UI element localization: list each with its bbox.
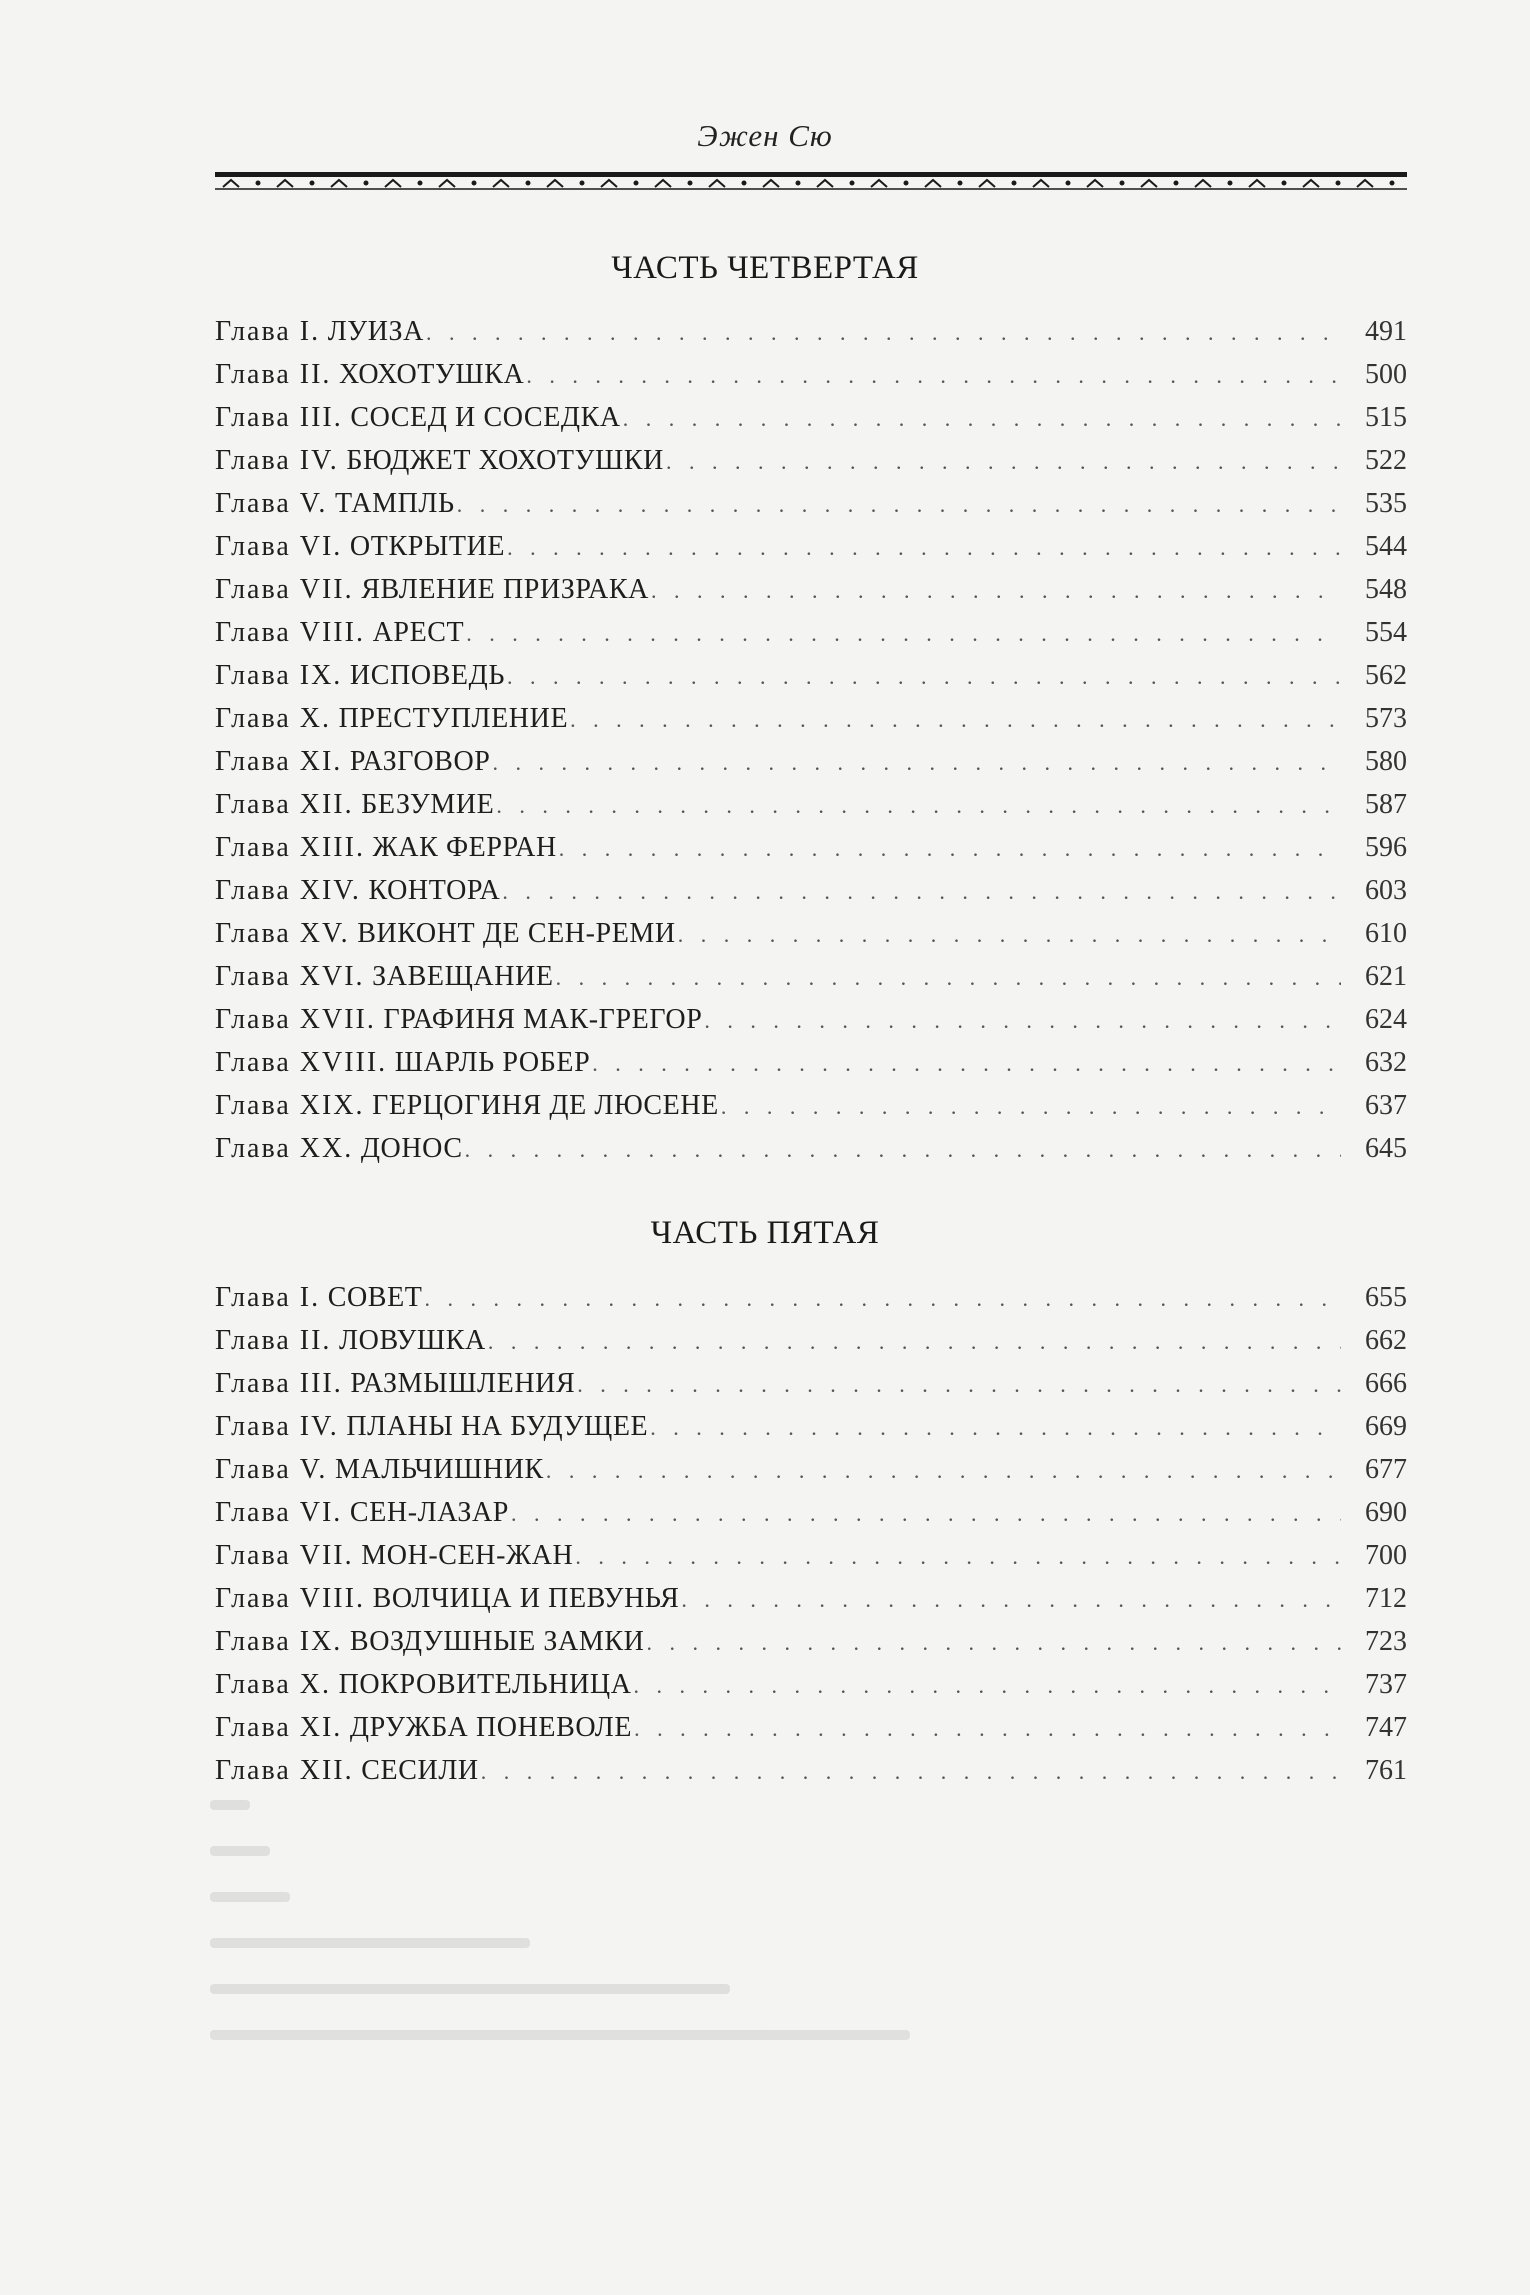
toc-entry bbox=[215, 482, 1407, 525]
page-number: 544 bbox=[1365, 531, 1407, 562]
chapter-number: Глава I. bbox=[215, 1282, 321, 1313]
chapter-title: СЕН-ЛАЗАР bbox=[349, 1497, 509, 1528]
page-number: 700 bbox=[1365, 1540, 1407, 1571]
chapter-number: Глава II. bbox=[215, 1325, 332, 1356]
dot-leader bbox=[634, 1707, 1341, 1750]
chapter-label bbox=[215, 955, 554, 998]
part-five-contents bbox=[215, 1276, 1407, 1792]
page-number: 655 bbox=[1365, 1282, 1407, 1313]
chapter-title: ГЕРЦОГИНЯ ДЕ ЛЮСЕНЕ bbox=[372, 1090, 719, 1121]
chapter-number: Глава V. bbox=[215, 488, 328, 519]
toc-entry bbox=[215, 1663, 1407, 1706]
dot-leader bbox=[466, 612, 1341, 655]
page-number: 637 bbox=[1365, 1090, 1407, 1121]
chapter-title: КОНТОРА bbox=[368, 875, 501, 906]
chapter-label bbox=[215, 1127, 463, 1170]
dot-leader bbox=[457, 483, 1341, 526]
page-number: 603 bbox=[1365, 875, 1407, 906]
dot-leader bbox=[507, 526, 1341, 569]
chapter-label bbox=[215, 482, 455, 525]
dot-leader bbox=[546, 1449, 1341, 1492]
running-head: Эжен Сю bbox=[697, 118, 833, 153]
dot-leader bbox=[511, 1492, 1341, 1535]
page-number: 624 bbox=[1365, 1004, 1407, 1035]
chapter-title: ЗАВЕЩАНИЕ bbox=[372, 961, 554, 992]
dot-leader bbox=[481, 1750, 1341, 1793]
chapter-number: Глава XVI. bbox=[215, 961, 365, 992]
toc-entry bbox=[215, 912, 1407, 955]
page-number: 554 bbox=[1365, 617, 1407, 648]
chapter-title: ТАМПЛЬ bbox=[334, 488, 455, 519]
chapter-number: Глава IV. bbox=[215, 1411, 339, 1442]
chapter-label bbox=[215, 353, 524, 396]
chapter-number: Глава I. bbox=[215, 316, 321, 347]
page-number: 666 bbox=[1365, 1368, 1407, 1399]
dot-leader bbox=[623, 397, 1341, 440]
chapter-label bbox=[215, 568, 649, 611]
chapter-label bbox=[215, 912, 676, 955]
toc-entry bbox=[215, 1405, 1407, 1448]
chapter-number: Глава VII. bbox=[215, 574, 354, 605]
toc-entry bbox=[215, 396, 1407, 439]
part-four-title: ЧАСТЬ ЧЕТВЕРТАЯ bbox=[611, 250, 919, 286]
chapter-label bbox=[215, 1620, 644, 1663]
toc-entry bbox=[215, 1706, 1407, 1749]
chapter-number: Глава V. bbox=[215, 1454, 328, 1485]
page-number: 596 bbox=[1365, 832, 1407, 863]
dot-leader bbox=[721, 1085, 1341, 1128]
chapter-title: БЮДЖЕТ ХОХОТУШКИ bbox=[346, 445, 664, 476]
chapter-number: Глава XIV. bbox=[215, 875, 361, 906]
chapter-label bbox=[215, 1491, 509, 1534]
chapter-title: ЯВЛЕНИЕ ПРИЗРАКА bbox=[361, 574, 649, 605]
toc-entry bbox=[215, 1620, 1407, 1663]
toc-entry bbox=[215, 568, 1407, 611]
toc-entry bbox=[215, 869, 1407, 912]
dot-leader bbox=[646, 1621, 1341, 1664]
chapter-title: БЕЗУМИЕ bbox=[361, 789, 495, 820]
chapter-label bbox=[215, 1362, 575, 1405]
toc-entry bbox=[215, 783, 1407, 826]
chapter-title: МАЛЬЧИШНИК bbox=[334, 1454, 544, 1485]
page-number: 491 bbox=[1365, 316, 1407, 347]
dot-leader bbox=[577, 1363, 1341, 1406]
dot-leader bbox=[666, 440, 1341, 483]
page-number: 562 bbox=[1365, 660, 1407, 691]
page-number: 645 bbox=[1365, 1133, 1407, 1164]
chapter-number: Глава IX. bbox=[215, 660, 343, 691]
dot-leader bbox=[465, 1128, 1341, 1171]
chapter-label bbox=[215, 310, 424, 353]
dot-leader bbox=[651, 569, 1341, 612]
chapter-title: СОСЕД И СОСЕДКА bbox=[350, 402, 621, 433]
toc-entry bbox=[215, 611, 1407, 654]
toc-entry bbox=[215, 955, 1407, 998]
page-number: 690 bbox=[1365, 1497, 1407, 1528]
chapter-title: ЛОВУШКА bbox=[339, 1325, 486, 1356]
dot-leader bbox=[492, 741, 1341, 784]
toc-entry bbox=[215, 1127, 1407, 1170]
chapter-title: ПРЕСТУПЛЕНИЕ bbox=[338, 703, 569, 734]
chapter-number: Глава VI. bbox=[215, 531, 343, 562]
chapter-number: Глава XVII. bbox=[215, 1004, 376, 1035]
page-number: 610 bbox=[1365, 918, 1407, 949]
chapter-number: Глава XV. bbox=[215, 918, 350, 949]
toc-entry bbox=[215, 697, 1407, 740]
chapter-number: Глава XX. bbox=[215, 1133, 354, 1164]
chapter-number: Глава III. bbox=[215, 1368, 343, 1399]
dot-leader bbox=[570, 698, 1341, 741]
chapter-label bbox=[215, 1749, 479, 1792]
chapter-title: ИСПОВЕДЬ bbox=[349, 660, 506, 691]
chapter-title: ПЛАНЫ НА БУДУЩЕЕ bbox=[346, 1411, 649, 1442]
chapter-number: Глава VI. bbox=[215, 1497, 343, 1528]
page-number: 522 bbox=[1365, 445, 1407, 476]
part-four-contents bbox=[215, 310, 1407, 1170]
chapter-number: Глава VIII. bbox=[215, 617, 365, 648]
page-number: 621 bbox=[1365, 961, 1407, 992]
chapter-label bbox=[215, 826, 557, 869]
chapter-label bbox=[215, 396, 621, 439]
toc-entry bbox=[215, 1577, 1407, 1620]
page-number: 573 bbox=[1365, 703, 1407, 734]
chapter-title: ВОЗДУШНЫЕ ЗАМКИ bbox=[349, 1626, 645, 1657]
chapter-title: ЖАК ФЕРРАН bbox=[372, 832, 557, 863]
page-number: 761 bbox=[1365, 1755, 1407, 1786]
chapter-number: Глава VIII. bbox=[215, 1583, 365, 1614]
chapter-number: Глава IX. bbox=[215, 1626, 343, 1657]
dot-leader bbox=[592, 1042, 1341, 1085]
page-number: 747 bbox=[1365, 1712, 1407, 1743]
chapter-label bbox=[215, 1448, 544, 1491]
chapter-title: ДРУЖБА ПОНЕВОЛЕ bbox=[349, 1712, 633, 1743]
chapter-label bbox=[215, 1534, 573, 1577]
chapter-label bbox=[215, 654, 505, 697]
chapter-label bbox=[215, 1706, 632, 1749]
chapter-label bbox=[215, 1041, 590, 1084]
chapter-label bbox=[215, 869, 500, 912]
chapter-title: ОТКРЫТИЕ bbox=[349, 531, 506, 562]
toc-entry bbox=[215, 1041, 1407, 1084]
page-number: 587 bbox=[1365, 789, 1407, 820]
chapter-number: Глава III. bbox=[215, 402, 343, 433]
toc-entry bbox=[215, 353, 1407, 396]
dot-leader bbox=[526, 354, 1341, 397]
chapter-label bbox=[215, 998, 702, 1041]
dot-leader bbox=[650, 1406, 1341, 1449]
chapter-title: МОН-СЕН-ЖАН bbox=[361, 1540, 574, 1571]
dot-leader bbox=[502, 870, 1341, 913]
chapter-label bbox=[215, 1276, 422, 1319]
chapter-title: АРЕСТ bbox=[372, 617, 465, 648]
chapter-title: ЛУИЗА bbox=[327, 316, 424, 347]
chapter-number: Глава X. bbox=[215, 1669, 331, 1700]
page-number: 500 bbox=[1365, 359, 1407, 390]
toc-entry bbox=[215, 1362, 1407, 1405]
chapter-number: Глава II. bbox=[215, 359, 332, 390]
toc-entry bbox=[215, 525, 1407, 568]
chapter-number: Глава XVIII. bbox=[215, 1047, 388, 1078]
chapter-label bbox=[215, 525, 505, 568]
chapter-title: ХОХОТУШКА bbox=[339, 359, 525, 390]
toc-entry bbox=[215, 1319, 1407, 1362]
page-number: 677 bbox=[1365, 1454, 1407, 1485]
chapter-label bbox=[215, 1319, 486, 1362]
dot-leader bbox=[575, 1535, 1341, 1578]
chapter-label bbox=[215, 439, 664, 482]
chapter-number: Глава VII. bbox=[215, 1540, 354, 1571]
toc-entry bbox=[215, 1084, 1407, 1127]
bleed-through bbox=[210, 1800, 930, 2120]
page-number: 535 bbox=[1365, 488, 1407, 519]
toc-entry bbox=[215, 1448, 1407, 1491]
chapter-number: Глава XIX. bbox=[215, 1090, 365, 1121]
toc-entry bbox=[215, 310, 1407, 353]
chapter-number: Глава IV. bbox=[215, 445, 339, 476]
dot-leader bbox=[424, 1277, 1341, 1320]
dot-leader bbox=[634, 1664, 1341, 1707]
chapter-number: Глава XI. bbox=[215, 1712, 343, 1743]
dot-leader bbox=[488, 1320, 1341, 1363]
toc-entry bbox=[215, 740, 1407, 783]
chapter-title: ВОЛЧИЦА И ПЕВУНЬЯ bbox=[372, 1583, 680, 1614]
chapter-label bbox=[215, 611, 464, 654]
chapter-label bbox=[215, 783, 494, 826]
chapter-label bbox=[215, 1084, 719, 1127]
chapter-number: Глава XII. bbox=[215, 789, 354, 820]
chapter-label bbox=[215, 740, 490, 783]
page-number: 632 bbox=[1365, 1047, 1407, 1078]
chapter-title: ПОКРОВИТЕЛЬНИЦА bbox=[338, 1669, 632, 1700]
toc-entry bbox=[215, 1534, 1407, 1577]
chapter-title: РАЗМЫШЛЕНИЯ bbox=[350, 1368, 576, 1399]
chapter-label bbox=[215, 1663, 632, 1706]
chapter-number: Глава XII. bbox=[215, 1755, 354, 1786]
dot-leader bbox=[556, 956, 1341, 999]
toc-entry bbox=[215, 439, 1407, 482]
dot-leader bbox=[426, 311, 1341, 354]
chapter-number: Глава XIII. bbox=[215, 832, 365, 863]
toc-entry bbox=[215, 1276, 1407, 1319]
chapter-title: ГРАФИНЯ МАК-ГРЕГОР bbox=[383, 1004, 703, 1035]
page-number: 712 bbox=[1365, 1583, 1407, 1614]
toc-entry bbox=[215, 826, 1407, 869]
part-five-title: ЧАСТЬ ПЯТАЯ bbox=[650, 1215, 880, 1251]
chapter-title: ВИКОНТ ДЕ СЕН-РЕМИ bbox=[357, 918, 676, 949]
ornamental-rule bbox=[215, 172, 1407, 198]
page-number: 723 bbox=[1365, 1626, 1407, 1657]
toc-entry bbox=[215, 1749, 1407, 1792]
chapter-title: РАЗГОВОР bbox=[349, 746, 491, 777]
page-number: 662 bbox=[1365, 1325, 1407, 1356]
chapter-title: СЕСИЛИ bbox=[361, 1755, 479, 1786]
chapter-title: СОВЕТ bbox=[327, 1282, 423, 1313]
dot-leader bbox=[559, 827, 1341, 870]
chapter-label bbox=[215, 697, 568, 740]
chapter-label bbox=[215, 1577, 679, 1620]
chapter-title: ДОНОС bbox=[360, 1133, 463, 1164]
page-number: 515 bbox=[1365, 402, 1407, 433]
page-number: 580 bbox=[1365, 746, 1407, 777]
chapter-title: ШАРЛЬ РОБЕР bbox=[394, 1047, 591, 1078]
page-number: 669 bbox=[1365, 1411, 1407, 1442]
page-number: 737 bbox=[1365, 1669, 1407, 1700]
chapter-number: Глава X. bbox=[215, 703, 331, 734]
dot-leader bbox=[507, 655, 1341, 698]
toc-entry bbox=[215, 998, 1407, 1041]
chapter-number: Глава XI. bbox=[215, 746, 343, 777]
toc-entry bbox=[215, 654, 1407, 697]
page-number: 548 bbox=[1365, 574, 1407, 605]
dot-leader bbox=[681, 1578, 1341, 1621]
dot-leader bbox=[496, 784, 1341, 827]
toc-entry bbox=[215, 1491, 1407, 1534]
dot-leader bbox=[704, 999, 1341, 1042]
chapter-label bbox=[215, 1405, 648, 1448]
dot-leader bbox=[678, 913, 1341, 956]
